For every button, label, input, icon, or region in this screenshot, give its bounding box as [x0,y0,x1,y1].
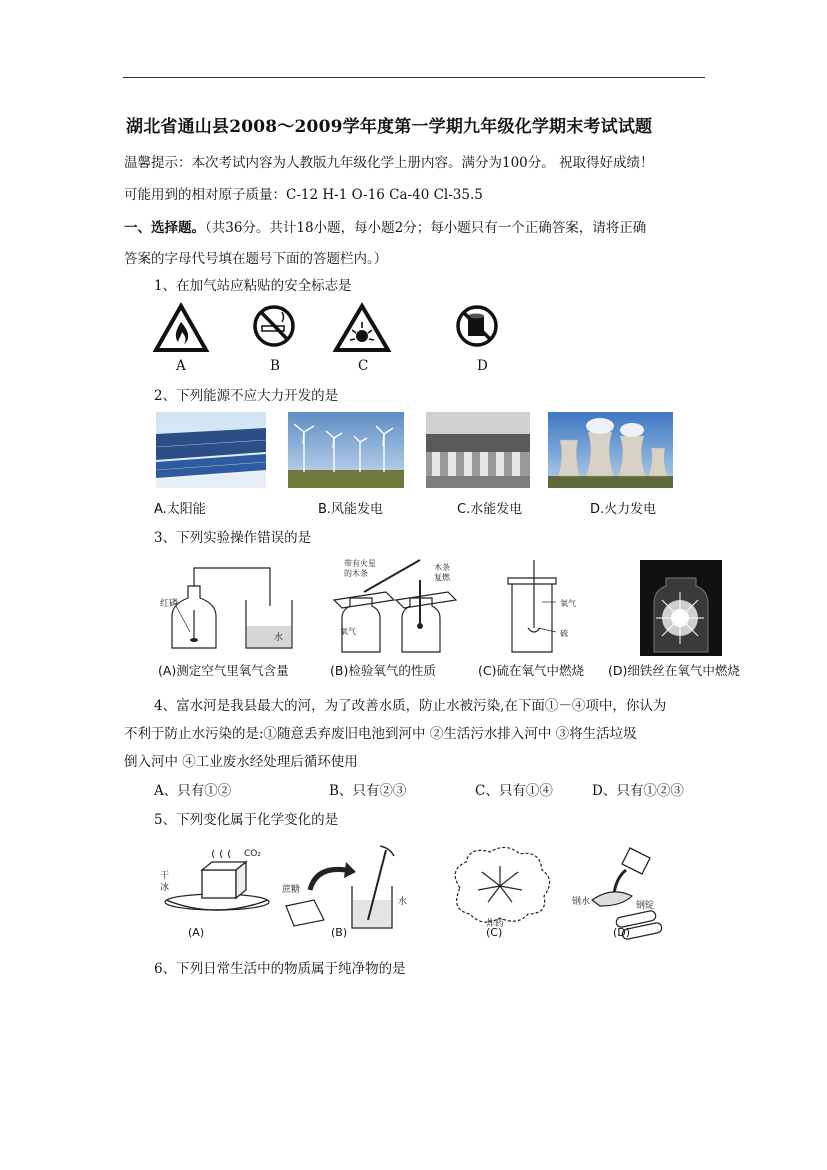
sign-c-explosive-icon [336,306,388,350]
section1-desc: （共36分。共计18小题，每小题2分；每小题只有一个正确答案，请将正确 [205,220,647,236]
label-co2: CO₂ [244,849,261,859]
q3-figure-b [328,556,470,656]
q5-figure-c-explosion [440,840,560,940]
label-wood-1: 木条 [434,563,450,572]
sign-d-no-open-flame-icon [458,307,496,345]
label-red-phosphorus: 红磷 [160,599,179,609]
label-explosive: 炸药 [486,919,505,929]
q5-caption-d: (D) [613,926,631,939]
q1-text: 1、在加气站应粘贴的安全标志是 [154,278,352,294]
label-spark-stick-2: 的木条 [344,569,368,578]
q2-option-d: D.火力发电 [590,502,657,517]
section1-line1 [124,216,646,236]
section1-line2: 答案的字母代号填在题号下面的答题栏内。） [124,251,388,267]
q2-thermal-photo [548,412,673,488]
header-rule [123,77,705,78]
label-water-b: 水 [398,897,408,907]
label-sulfur: 硫 [560,629,568,638]
q5-figure-b-sugar [276,842,426,942]
q4-line2: 不利于防止水污染的是:①随意丢弃废旧电池到河中 ②生活污水排入河中 ③将生活垃圾 [124,726,637,742]
tip-text: 温馨提示：本次考试内容为人教版九年级化学上册内容。满分为100分。 祝取得好成绩！ [124,155,654,171]
label-dry: 干 [160,871,170,881]
label-ice: 冰 [160,883,170,893]
q2-option-a: A.太阳能 [154,502,206,517]
label-spark-stick-1: 带有火星 [344,559,376,568]
q3-text: 3、下列实验操作错误的是 [154,530,312,546]
atomic-mass-text: 可能用到的相对原子质量：C-12 H-1 O-16 Ca-40 Cl-35.5 [124,187,483,203]
q3-caption-a: (A)测定空气里氧气含量 [158,663,289,678]
label-oxygen-c: 氧气 [560,599,576,608]
q3-caption-b: (B)检验氧气的性质 [330,663,436,678]
q3-figure-c [494,556,594,656]
q1-option-d: D [477,358,488,374]
q2-option-c: C.水能发电 [457,502,523,517]
label-sugar: 蔗糖 [282,885,301,895]
q2-hydro-photo [426,412,530,488]
q1-signs [152,302,522,354]
q4-option-b: B、只有②③ [329,783,407,799]
q1-option-b: B [270,358,280,374]
label-ingot: 钢锭 [636,901,655,911]
q2-text: 2、下列能源不应大力开发的是 [154,388,339,404]
q3-caption-c: (C)硫在氧气中燃烧 [478,663,584,678]
q3-figure-a [158,556,308,656]
q2-wind-photo [288,412,404,488]
label-wood-2: 复燃 [434,573,450,582]
sign-b-no-smoking-icon [255,307,293,345]
q4-option-d: D、只有①②③ [592,783,684,799]
label-molten-steel: 钢水 [572,897,591,907]
q5-caption-b: (B) [331,926,348,939]
q6-text: 6、下列日常生活中的物质属于纯净物的是 [154,961,406,977]
label-water-a: 水 [274,633,284,643]
sign-a-flammable-gas-icon [156,306,206,350]
label-oxygen-b: 氧气 [340,627,356,636]
q5-figure-a-dry-ice [156,842,276,942]
section1-heading: 一、选择题。 [124,220,205,236]
q1-option-c: C [358,358,369,374]
q3-figure-d-photo [640,560,722,656]
q4-option-a: A、只有①② [154,783,232,799]
q2-option-b: B.风能发电 [318,502,384,517]
q4-option-c: C、只有①④ [475,783,553,799]
page-title: 湖北省通山县2008～2009学年度第一学期九年级化学期末考试试题 [126,117,653,137]
q2-solar-photo [156,412,266,488]
q5-caption-c: (C) [486,926,503,939]
q4-line1: 4、富水河是我县最大的河，为了改善水质，防止水被污染,在下面①－④项中，你认为 [154,698,667,714]
q3-caption-d: (D)细铁丝在氧气中燃烧 [608,663,740,678]
q5-caption-a: (A) [188,926,205,939]
q5-text: 5、下列变化属于化学变化的是 [154,812,339,828]
q4-line3: 倒入河中 ④工业废水经处理后循环使用 [124,754,358,770]
q1-option-a: A [176,358,186,374]
